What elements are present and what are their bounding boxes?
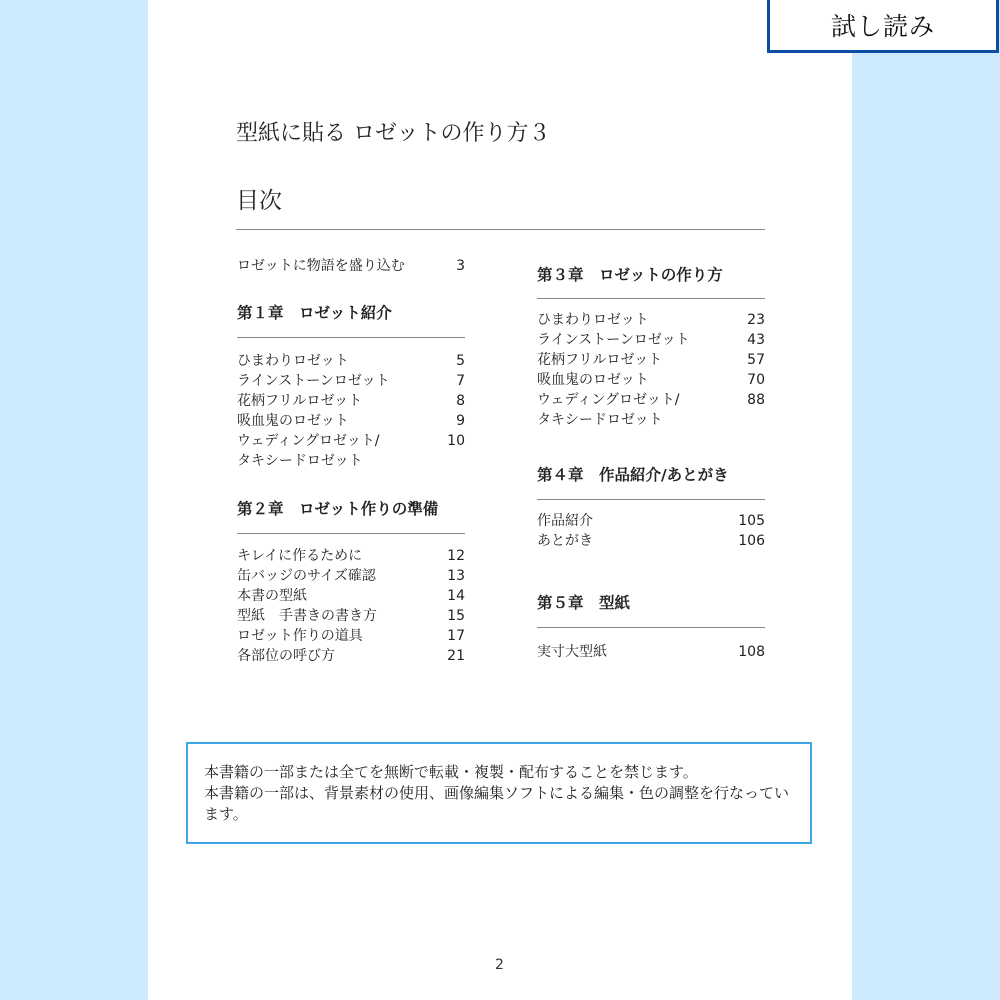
toc-entry[interactable] [237,411,465,431]
chapter-4-title: 第４章 作品紹介/あとがき [537,466,729,484]
toc-right-column [537,263,765,662]
toc-entry-page: 9 [456,413,465,429]
toc-entry-label: 本書の型紙 [237,588,307,604]
toc-entry-page: 106 [738,533,765,549]
toc-entry-page: 88 [747,392,765,408]
toc-entry-label: キレイに作るために [237,548,363,564]
chapter-3-divider [537,298,765,299]
toc-entry-label: ラインストーンロゼット [537,332,690,348]
toc-entry-label: ロゼット作りの道具 [237,628,363,644]
toc-entry-label: ウェディングロゼット/ [537,392,680,408]
toc-heading: 目次 [236,188,282,214]
toc-entry-page: 12 [447,548,465,564]
preview-stamp-label: 試し読み [830,12,935,41]
toc-entry[interactable] [237,546,465,566]
toc-entry-label: ラインストーンロゼット [237,373,390,389]
toc-entry-label: 各部位の呼び方 [237,648,335,664]
toc-entry-page: 10 [447,433,465,449]
toc-entry[interactable] [537,390,765,410]
chapter-3-title: 第３章 ロゼットの作り方 [537,266,723,284]
toc-entry-page: 70 [747,372,765,388]
toc-entry[interactable] [237,351,465,371]
toc-entry-page: 13 [447,568,465,584]
toc-entry[interactable] [237,431,465,451]
notice-line-1: 本書籍の一部または全てを無断で転載・複製・配布することを禁じます。 [204,763,698,781]
chapter-2-title: 第２章 ロゼット作りの準備 [237,500,439,518]
toc-entry[interactable] [237,626,465,646]
toc-entry-page: 108 [738,644,765,660]
toc-entry[interactable] [537,531,765,551]
toc-entry-label: 型紙 手書きの書き方 [237,608,377,624]
toc-entry-label: 作品紹介 [537,513,593,529]
toc-entry-page: 57 [747,352,765,368]
toc-entry[interactable] [537,642,765,662]
toc-entry-intro[interactable] [237,256,465,276]
toc-entry-page: 15 [447,608,465,624]
toc-entry-page: 7 [456,373,465,389]
toc-entry-page: 3 [456,258,465,274]
toc-divider [236,229,765,230]
toc-entry-page: 17 [447,628,465,644]
toc-entry-page: 23 [747,312,765,328]
toc-entry-label: 缶バッジのサイズ確認 [237,568,376,584]
toc-entry[interactable] [537,310,765,330]
preview-stamp [767,0,999,53]
toc-entry-label: 吸血鬼のロゼット [537,372,649,388]
chapter-1-divider [237,337,465,338]
toc-entry[interactable] [537,370,765,390]
toc-entry[interactable] [537,410,765,430]
toc-entry-label: 花柄フリルロゼット [237,393,363,409]
chapter-5-title: 第５章 型紙 [537,594,631,612]
page-number: 2 [495,957,504,973]
toc-left-column [237,256,465,666]
toc-entry[interactable] [237,451,465,471]
toc-entry[interactable] [237,566,465,586]
book-title: 型紙に貼る ロゼットの作り方３ [236,121,551,146]
toc-entry-page: 8 [456,393,465,409]
toc-entry[interactable] [237,371,465,391]
toc-entry[interactable] [237,586,465,606]
chapter-2-divider [237,533,465,534]
notice-line-2: 本書籍の一部は、背景素材の使用、画像編集ソフトによる編集・色の調整を行なっています。 [204,784,790,823]
toc-entry[interactable] [537,511,765,531]
toc-entry-label: ロゼットに物語を盛り込む [237,258,405,274]
toc-entry-label: 花柄フリルロゼット [537,352,663,368]
toc-entry[interactable] [237,606,465,626]
toc-entry-label: ウェディングロゼット/ [237,433,380,449]
chapter-4-divider [537,499,765,500]
toc-entry[interactable] [237,391,465,411]
chapter-1-title: 第１章 ロゼット紹介 [237,304,392,322]
toc-entry-page: 5 [456,353,465,369]
toc-entry-page: 21 [447,648,465,664]
copyright-notice [186,742,812,844]
toc-entry-page: 14 [447,588,465,604]
toc-entry-label: タキシードロゼット [237,453,363,469]
toc-entry-label: 吸血鬼のロゼット [237,413,349,429]
toc-entry-label: 実寸大型紙 [537,644,607,660]
toc-entry[interactable] [237,646,465,666]
toc-entry-page: 43 [747,332,765,348]
toc-entry[interactable] [537,350,765,370]
toc-entry-label: あとがき [537,533,593,549]
toc-entry[interactable] [537,330,765,350]
toc-entry-page: 105 [738,513,765,529]
chapter-5-divider [537,627,765,628]
toc-entry-label: タキシードロゼット [537,412,663,428]
toc-entry-label: ひまわりロゼット [537,312,649,328]
toc-entry-label: ひまわりロゼット [237,353,349,369]
